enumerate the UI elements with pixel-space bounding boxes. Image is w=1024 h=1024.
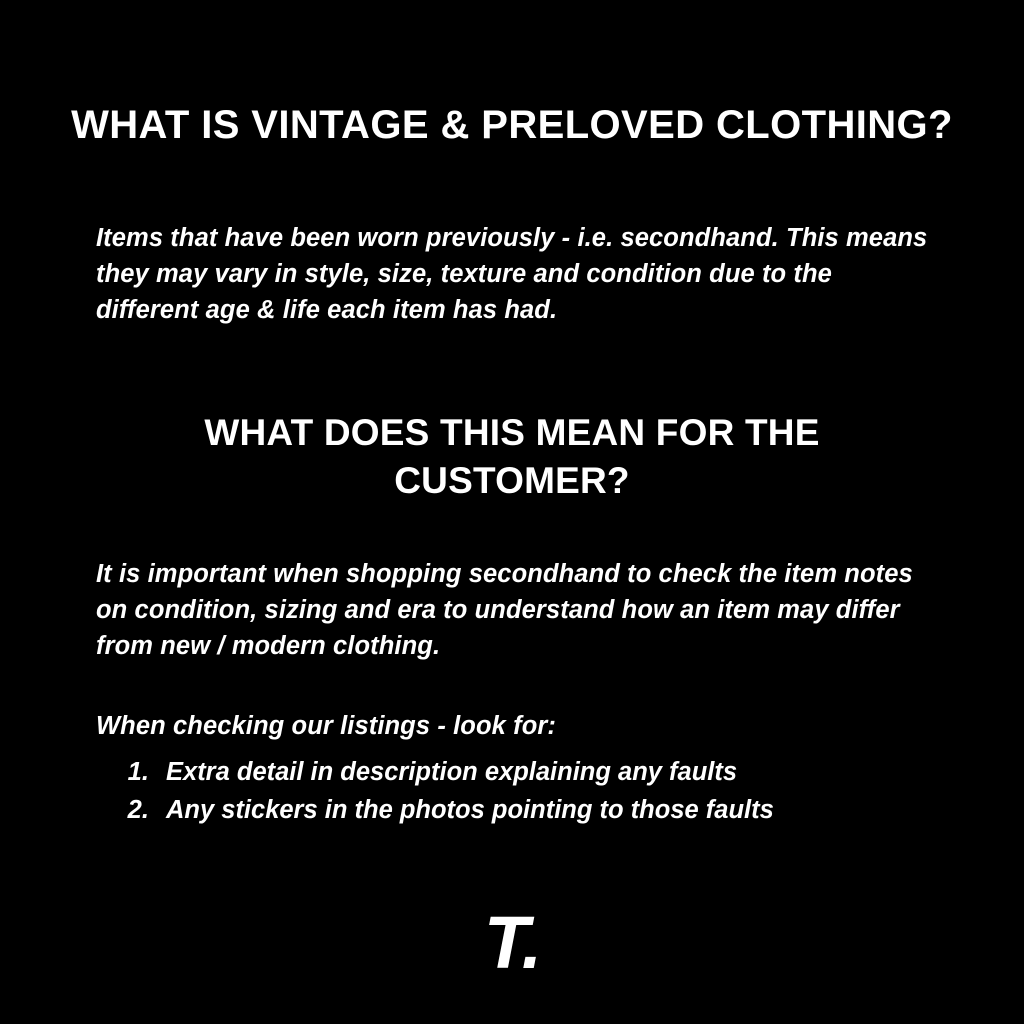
definition-paragraph: Items that have been worn previously - i.e. secondhand. This means they may vary in style, size, texture and condition due to the different age & life each item has had. <box>96 223 928 324</box>
brand-logo <box>0 901 1024 984</box>
page-title: WHAT IS VINTAGE & PRELOVED CLOTHING? <box>71 102 953 147</box>
list-item: 2. Any stickers in the photos pointing to those faults <box>156 791 928 829</box>
list-item: 1. Extra detail in description explaining any faults <box>156 753 928 791</box>
brand-logo-t-icon: T. <box>483 901 541 984</box>
checklist <box>118 753 928 830</box>
list-intro-paragraph: When checking our listings - look for: <box>96 711 556 740</box>
section-title-customer: WHAT DOES THIS MEAN FOR THE CUSTOMER? <box>204 411 820 501</box>
guidance-paragraph: It is important when shopping secondhand to check the item notes on condition, sizing and era to understand how an item may differ from new / modern clothing. <box>96 559 913 660</box>
